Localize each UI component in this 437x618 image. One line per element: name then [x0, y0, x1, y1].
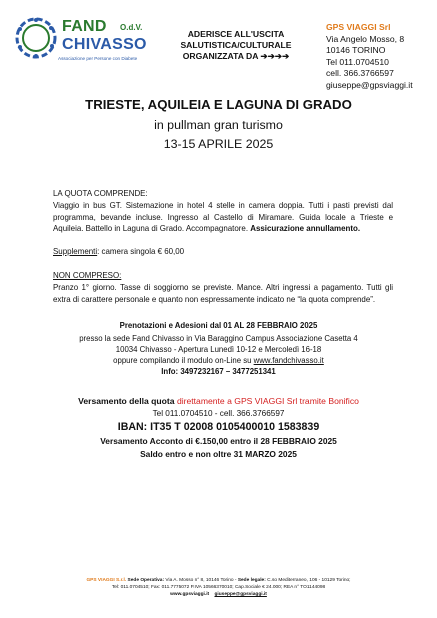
prenotazioni-place: presso la sede Fand Chivasso in Via Baraggino Campus Associazione Casetta 4 [79, 334, 358, 343]
supplementi [53, 246, 393, 258]
non-compreso-heading: NON COMPRESO: [53, 271, 122, 280]
footer-email-link[interactable]: giuseppe@gpsviaggi.it [214, 592, 267, 597]
footer-sede-op-label: Sede Operativa: [127, 578, 165, 583]
gps-tel: Tel 011.0704510 [326, 56, 389, 67]
footer-sede-op: Via A. Mosso n° 8, 10146 Torino - [164, 578, 238, 583]
footer-web-link[interactable]: www.gpsviaggi.it [170, 592, 210, 597]
fand-logo [14, 16, 164, 72]
adhere-line-1: ADERISCE ALL'USCITA [187, 29, 285, 39]
supplementi-label: Supplementi [53, 247, 98, 256]
adhere-line-2: SALUTISTICA/CULTURALE [180, 40, 292, 50]
logo-chivasso-text: CHIVASSO [62, 36, 147, 53]
fandchivasso-link[interactable]: www.fandchivasso.it [253, 356, 324, 365]
acconto: Versamento Acconto di €.150,00 entro il 28 FEBBRAIO 2025 [100, 436, 337, 446]
trip-title: TRIESTE, AQUILEIA E LAGUNA DI GRADO [85, 97, 352, 112]
prenotazioni-online-text: oppure compilando il modulo on-Line su [113, 356, 254, 365]
gps-address: Via Angelo Mosso, 8 [326, 33, 405, 44]
versamento-line [0, 396, 437, 406]
adhere-line-3: ORGANIZZATA DA ➔➔➔➔ [182, 51, 290, 61]
iban: IBAN: IT35 T 02008 0105400010 1583839 [117, 421, 320, 433]
prenotazioni-info: Info: 3497232167 – 3477251341 [161, 367, 276, 376]
prenotazioni-title: Prenotazioni e Adesioni dal 01 AL 28 FEBBRAIO 2025 [119, 321, 318, 330]
non-compreso-text: Pranzo 1° giorno. Tasse di soggiorno se previste. Mance. Altri ingressi a pagamento. Tutti gli extra di carattere personale e quanto non espressamente indicato ne “la quota comprende”. [53, 283, 393, 304]
logo-odv-text: O.d.V. [120, 23, 143, 32]
gps-email[interactable]: giuseppe@gpsviaggi.it [326, 79, 413, 90]
comprende-bold: Assicurazione annullamento. [250, 224, 361, 234]
adhere-note [176, 29, 296, 62]
footer-sede-leg: C.so Mediterraneo, 106 - 10129 Torino; [265, 578, 351, 583]
comprende-text [53, 200, 393, 235]
prenotazioni-hours: 10034 Chivasso - Apertura Lunedì 10-12 e Mercoledì 16-18 [115, 345, 322, 354]
versamento-red: direttamente a GPS VIAGGI Srl tramite Bonifico [176, 396, 359, 406]
versamento-pre: Versamento della quota [78, 396, 177, 406]
gps-cell: cell. 366.3766597 [326, 68, 394, 79]
trip-dates: 13-15 APRILE 2025 [163, 137, 274, 151]
footer-line-3 [0, 592, 437, 599]
prenotazioni-online [0, 356, 437, 365]
logo-tagline: Associazione per Persone con Diabete [58, 56, 138, 61]
gps-company-name: GPS VIAGGI Srl [326, 22, 391, 32]
gps-city: 10146 TORINO [326, 45, 386, 56]
logo-fand-text: FAND [62, 18, 107, 35]
supplementi-text: : camera singola € 60,00 [97, 247, 185, 256]
footer-sede-leg-label: Sede legale: [237, 578, 266, 583]
fand-emblem-icon [14, 16, 58, 60]
footer-line-1 [0, 578, 437, 585]
footer-company: GPS VIAGGI S.r.l. [86, 578, 127, 583]
saldo: Saldo entro e non oltre 31 MARZO 2025 [140, 449, 297, 459]
versamento-contacts: Tel 011.0704510 - cell. 366.3766597 [152, 409, 285, 418]
comprende-heading: LA QUOTA COMPRENDE: [53, 189, 148, 198]
trip-subtitle: in pullman gran turismo [154, 118, 283, 132]
comprende-body: Viaggio in bus GT. Sistemazione in hotel 4 stelle in camera doppia. Tutti i pasti previsti dal programma, bevande incluse. Ingresso al Castello di Miramare. Guida locale a Trieste e Aquileia. Battello in Laguna di Grado. Accompagnatore. [53, 201, 393, 234]
footer-line-2: Tel: 011.0704510; Fax: 011.7775072 P.IVA 10566370010; Cap.Sociale € 24.000; REA n° TO1144098 [111, 585, 326, 590]
gps-contact-block [326, 22, 413, 92]
